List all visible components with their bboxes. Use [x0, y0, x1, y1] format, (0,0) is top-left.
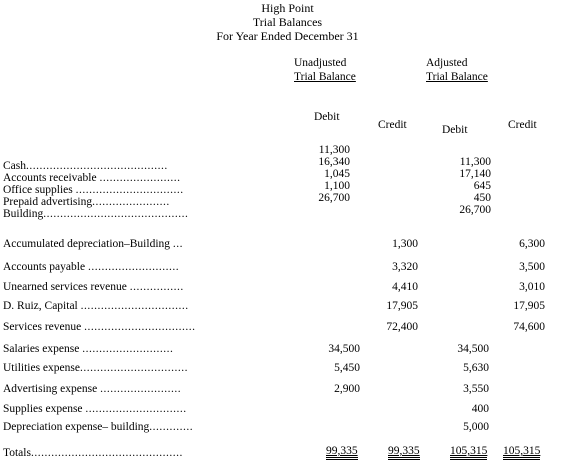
company-name: High Point — [261, 1, 314, 15]
account-row-label: Services revenue ................................. — [3, 321, 196, 333]
account-row-label: Advertising expense ........................ — [3, 383, 182, 395]
adjusted-debit-stacked-value: 26,700 — [459, 204, 491, 216]
unadjusted-debit-value: 34,500 — [328, 343, 360, 355]
unadjusted-debit-value: 5,450 — [334, 362, 360, 374]
unadjusted-credit-value: 3,320 — [392, 261, 418, 273]
adjusted-credit-total: 105,315 — [503, 445, 540, 458]
adjusted-debit-stacked-value: 450 — [473, 192, 491, 204]
adjusted-debit-value: 34,500 — [457, 343, 489, 355]
adjusted-debit-value: 400 — [471, 403, 489, 415]
adjusted-debit-value: 5,000 — [463, 421, 489, 433]
adjusted-debit-heading: Debit — [442, 124, 468, 136]
account-row-label: Accounts receivable ........................ — [3, 172, 181, 184]
totals-label: Totals............................................. — [3, 447, 183, 459]
adjusted-credit-value: 3,010 — [519, 281, 545, 293]
adjusted-heading-line2: Trial Balance — [426, 71, 488, 83]
account-row-label: D. Ruiz, Capital ................................ — [3, 300, 189, 312]
unadjusted-credit-value: 4,410 — [392, 281, 418, 293]
account-row-label: Depreciation expense– building............. — [3, 421, 194, 433]
account-row-label: Accumulated depreciation–Building ... — [3, 238, 184, 250]
adjusted-debit-value: 5,630 — [463, 362, 489, 374]
unadjusted-credit-value: 17,905 — [386, 300, 418, 312]
unadjusted-heading-line1: Unadjusted — [294, 57, 347, 69]
unadjusted-debit-stacked-value: 1,100 — [324, 180, 350, 192]
unadjusted-credit-heading: Credit — [378, 119, 407, 131]
unadjusted-debit-heading: Debit — [314, 111, 340, 123]
unadjusted-debit-stacked-value: 1,045 — [324, 168, 350, 180]
unadjusted-debit-stacked-value: 26,700 — [318, 192, 350, 204]
account-row-label: Building........................................... — [3, 208, 189, 220]
account-row-label: Office supplies ................................ — [3, 184, 184, 196]
account-row-label: Salaries expense ........................... — [3, 343, 174, 355]
unadjusted-credit-value: 1,300 — [392, 238, 418, 250]
account-row-label: Accounts payable ........................... — [3, 261, 180, 273]
unadjusted-credit-value: 72,400 — [386, 321, 418, 333]
adjusted-debit-stacked-value: 11,300 — [459, 156, 491, 168]
account-row-label: Unearned services revenue ................ — [3, 281, 184, 293]
report-title: Trial Balances — [252, 15, 323, 29]
account-row-label: Supplies expense .............................. — [3, 403, 187, 415]
unadjusted-debit-total: 99,335 — [326, 445, 358, 458]
adjusted-credit-value: 17,905 — [513, 300, 545, 312]
adjusted-credit-value: 3,500 — [519, 261, 545, 273]
unadjusted-heading-line2: Trial Balance — [294, 71, 356, 83]
account-row-label: Prepaid advertising....................... — [3, 196, 170, 208]
unadjusted-debit-value: 2,900 — [334, 383, 360, 395]
unadjusted-debit-stacked-value: 16,340 — [318, 156, 350, 168]
report-period: For Year Ended December 31 — [216, 29, 359, 43]
adjusted-debit-value: 3,550 — [463, 383, 489, 395]
account-row-label: Utilities expense................................ — [3, 362, 188, 374]
adjusted-debit-total: 105,315 — [450, 445, 487, 458]
adjusted-debit-stacked-value: 645 — [473, 180, 491, 192]
adjusted-credit-heading: Credit — [508, 119, 537, 131]
adjusted-debit-stacked-value: 17,140 — [459, 168, 491, 180]
account-row-label: Cash.......................................... — [3, 160, 168, 172]
adjusted-heading-line1: Adjusted — [426, 57, 468, 69]
adjusted-credit-value: 6,300 — [519, 238, 545, 250]
adjusted-credit-value: 74,600 — [513, 321, 545, 333]
unadjusted-credit-total: 99,335 — [388, 445, 420, 458]
unadjusted-debit-stacked-value: 11,300 — [318, 144, 350, 156]
